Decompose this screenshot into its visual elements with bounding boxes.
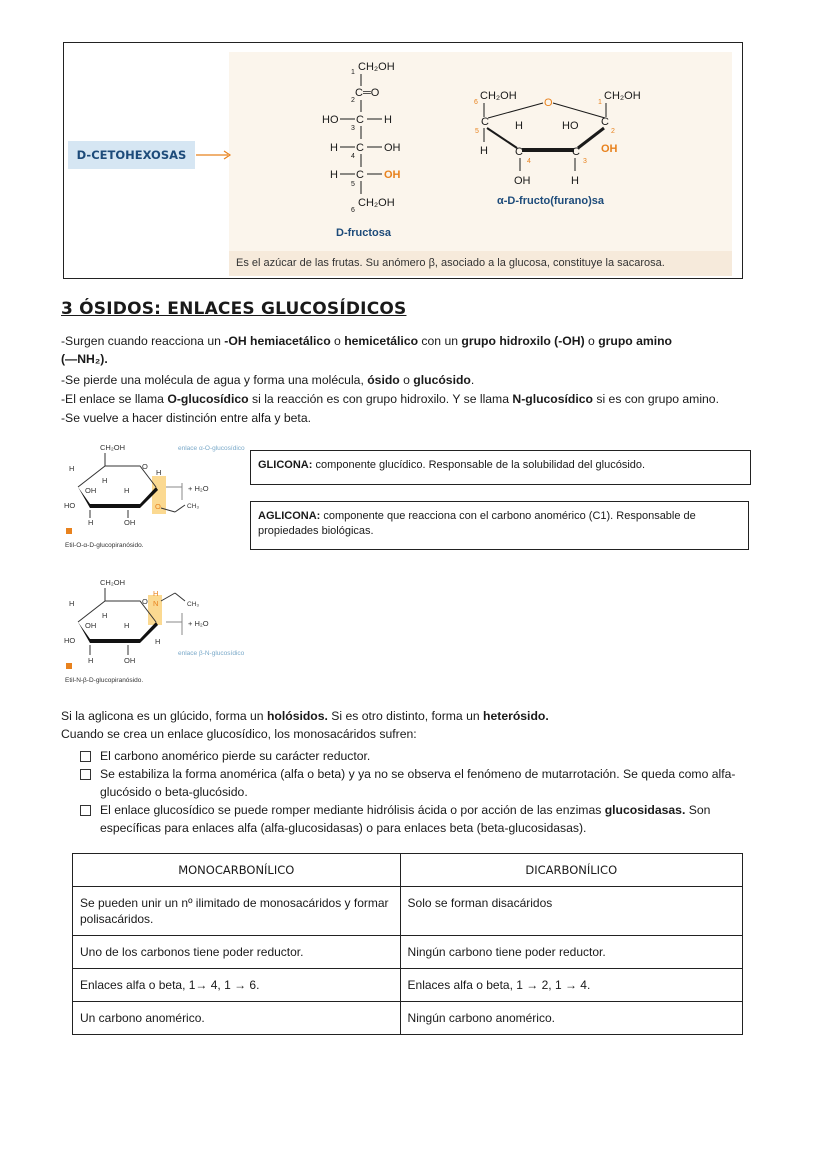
- ring-c5-h: H: [515, 120, 523, 132]
- ring-num-1: 1: [598, 99, 602, 106]
- table-row: [73, 936, 743, 969]
- chain-num-3: 3: [351, 125, 355, 132]
- header-dicarbonilico: DICARBONÍLICO: [400, 854, 742, 887]
- svg-text:C: C: [572, 146, 580, 158]
- svg-text:CH₃: CH₃: [187, 601, 200, 608]
- o-caption: Etil-O-α-D-glucopiranósido.: [65, 542, 144, 549]
- svg-text:C: C: [356, 169, 364, 181]
- chain-c5-right: OH: [384, 169, 401, 181]
- svg-text:C: C: [356, 114, 364, 126]
- paragraph-3: -El enlace se llama O-glucosídico si la reacción es con grupo hidroxilo. Y se llama N-glucosídico si es con grupo amino.: [61, 392, 719, 406]
- ring-c4-oh: OH: [514, 175, 531, 187]
- ring-c3-ho: HO: [562, 120, 579, 132]
- chain-num-4: 4: [351, 153, 355, 160]
- ring-num-5: 5: [475, 128, 479, 135]
- chain-c6: CH₂OH: [358, 197, 395, 209]
- table-cell: Ningún carbono anomérico.: [400, 1002, 742, 1035]
- checkbox-3[interactable]: [80, 805, 91, 816]
- svg-text:O: O: [142, 597, 148, 606]
- svg-text:C: C: [481, 116, 489, 128]
- svg-text:H: H: [124, 486, 130, 495]
- chain-c2: C═O: [355, 87, 380, 99]
- checkbox-1[interactable]: [80, 751, 91, 762]
- svg-text:OH: OH: [124, 518, 136, 527]
- table-cell: Enlaces alfa o beta, 1 → 2, 1 → 4.: [400, 969, 742, 1002]
- table-cell: Solo se forman disacáridos: [400, 887, 742, 936]
- table-header-row: [73, 854, 743, 887]
- fructose-name: D-fructosa: [336, 227, 392, 239]
- table-row: [73, 1002, 743, 1035]
- svg-text:+ H₂O: + H₂O: [188, 619, 209, 628]
- ring-num-4: 4: [527, 158, 531, 165]
- checklist-item-3: El enlace glucosídico se puede romper mediante hidrólisis ácida o por acción de las enzimas glucosidasas. Son específicas para enlaces alfa (alfa-glucosidasas) o para enlaces beta (beta-glucosidasas).: [100, 803, 711, 835]
- ring-num-6: 6: [474, 99, 478, 106]
- chain-c4-left: H: [330, 142, 338, 154]
- svg-text:O: O: [155, 502, 161, 511]
- svg-text:CH₂OH: CH₂OH: [100, 443, 125, 452]
- ring-oxygen: O: [544, 97, 553, 109]
- svg-text:O: O: [142, 462, 148, 471]
- svg-text:N: N: [153, 599, 159, 608]
- chain-num-1: 1: [351, 69, 355, 76]
- svg-text:H: H: [102, 476, 108, 485]
- svg-text:H: H: [88, 518, 94, 527]
- svg-text:C: C: [356, 142, 364, 154]
- table-cell: Un carbono anomérico.: [73, 1002, 401, 1035]
- chain-num-2: 2: [351, 97, 355, 104]
- table-cell: Se pueden unir un nº ilimitado de monosacáridos y formar polisacáridos.: [73, 887, 401, 936]
- header-monocarbonilico: MONOCARBONÍLICO: [73, 854, 401, 887]
- svg-text:H: H: [102, 611, 108, 620]
- chain-c5-left: H: [330, 169, 338, 181]
- ring-c1: CH₂OH: [604, 90, 641, 102]
- checklist-item-1: El carbono anomérico pierde su carácter reductor.: [100, 749, 371, 763]
- chain-c3-left: HO: [322, 114, 339, 126]
- paragraph-4: -Se vuelve a hacer distinción entre alfa y beta.: [61, 411, 311, 425]
- glicona-box: GLICONA: componente glucídico. Responsable de la solubilidad del glucósido.: [250, 450, 751, 485]
- aglicona-box: AGLICONA: componente que reacciona con el carbono anomérico (C1). Responsable de propiedades biológicas.: [250, 501, 749, 550]
- chain-c4-right: OH: [384, 142, 401, 154]
- fructose-structures: [0, 0, 828, 290]
- section-title: 3 ÓSIDOS: ENLACES GLUCOSÍDICOS: [61, 299, 407, 319]
- svg-text:H: H: [156, 468, 162, 477]
- checkbox-2[interactable]: [80, 769, 91, 780]
- svg-text:C: C: [601, 116, 609, 128]
- svg-text:H: H: [155, 637, 161, 646]
- svg-text:+ H₂O: + H₂O: [188, 484, 209, 493]
- svg-text:HO: HO: [64, 636, 76, 645]
- table-row: [73, 969, 743, 1002]
- o-link-label: enlace α-O-glucosídico: [178, 445, 245, 452]
- chain-num-6: 6: [351, 207, 355, 214]
- aglycone-sentence: Si la aglicona es un glúcido, forma un holósidos. Si es otro distinto, forma un heterósido.: [61, 709, 549, 723]
- svg-text:H: H: [69, 464, 75, 473]
- n-glucoside-diagram: [60, 573, 245, 688]
- table-cell: Enlaces alfa o beta, 1→ 4, 1 → 6.: [73, 969, 401, 1002]
- svg-text:OH: OH: [124, 656, 136, 665]
- svg-text:C: C: [515, 146, 523, 158]
- table-row: [73, 887, 743, 936]
- ring-c4-h: H: [480, 145, 488, 157]
- svg-text:OH: OH: [85, 486, 97, 495]
- svg-text:H: H: [69, 599, 75, 608]
- svg-text:H: H: [124, 621, 130, 630]
- ring-num-2: 2: [611, 128, 615, 135]
- ring-num-3: 3: [583, 158, 587, 165]
- svg-text:HO: HO: [64, 501, 76, 510]
- table-cell: Uno de los carbonos tiene poder reductor.: [73, 936, 401, 969]
- paragraph-1: -Surgen cuando reacciona un -OH hemiacetálico o hemicetálico con un grupo hidroxilo (-OH) o grupo amino (—NH₂).: [61, 334, 673, 366]
- effects-intro: Cuando se crea un enlace glucosídico, los monosacáridos sufren:: [61, 727, 417, 741]
- svg-text:OH: OH: [85, 621, 97, 630]
- svg-text:H: H: [88, 656, 94, 665]
- table-cell: Ningún carbono tiene poder reductor.: [400, 936, 742, 969]
- chain-c3-right: H: [384, 114, 392, 126]
- ring-c2-oh: OH: [601, 143, 618, 155]
- svg-text:CH₃: CH₃: [187, 503, 200, 510]
- n-caption: Etil-N-β-D-glucopiranósido.: [65, 677, 144, 684]
- ring-c6: CH₂OH: [480, 90, 517, 102]
- svg-text:CH₂OH: CH₂OH: [100, 578, 125, 587]
- chain-num-5: 5: [351, 181, 355, 188]
- furanose-name: α-D-fructo(furano)sa: [497, 195, 604, 207]
- ring-c3-h: H: [571, 175, 579, 187]
- paragraph-2: -Se pierde una molécula de agua y forma una molécula, ósido o glucósido.: [61, 373, 475, 387]
- category-label: D-CETOHEXOSAS: [68, 141, 195, 169]
- o-glucoside-diagram: [60, 438, 245, 553]
- chain-c1: CH₂OH: [358, 61, 395, 73]
- svg-text:H: H: [153, 589, 159, 598]
- n-link-label: enlace β-N-glucosídico: [178, 650, 245, 657]
- comparison-table: [72, 853, 743, 1035]
- checklist-item-2: Se estabiliza la forma anomérica (alfa o beta) y ya no se observa el fenómeno de mutarrotación. Se queda como alfa-glucósido o beta-glucósido.: [100, 767, 736, 799]
- figure-caption: Es el azúcar de las frutas. Su anómero β, asociado a la glucosa, constituye la sacarosa.: [236, 257, 665, 269]
